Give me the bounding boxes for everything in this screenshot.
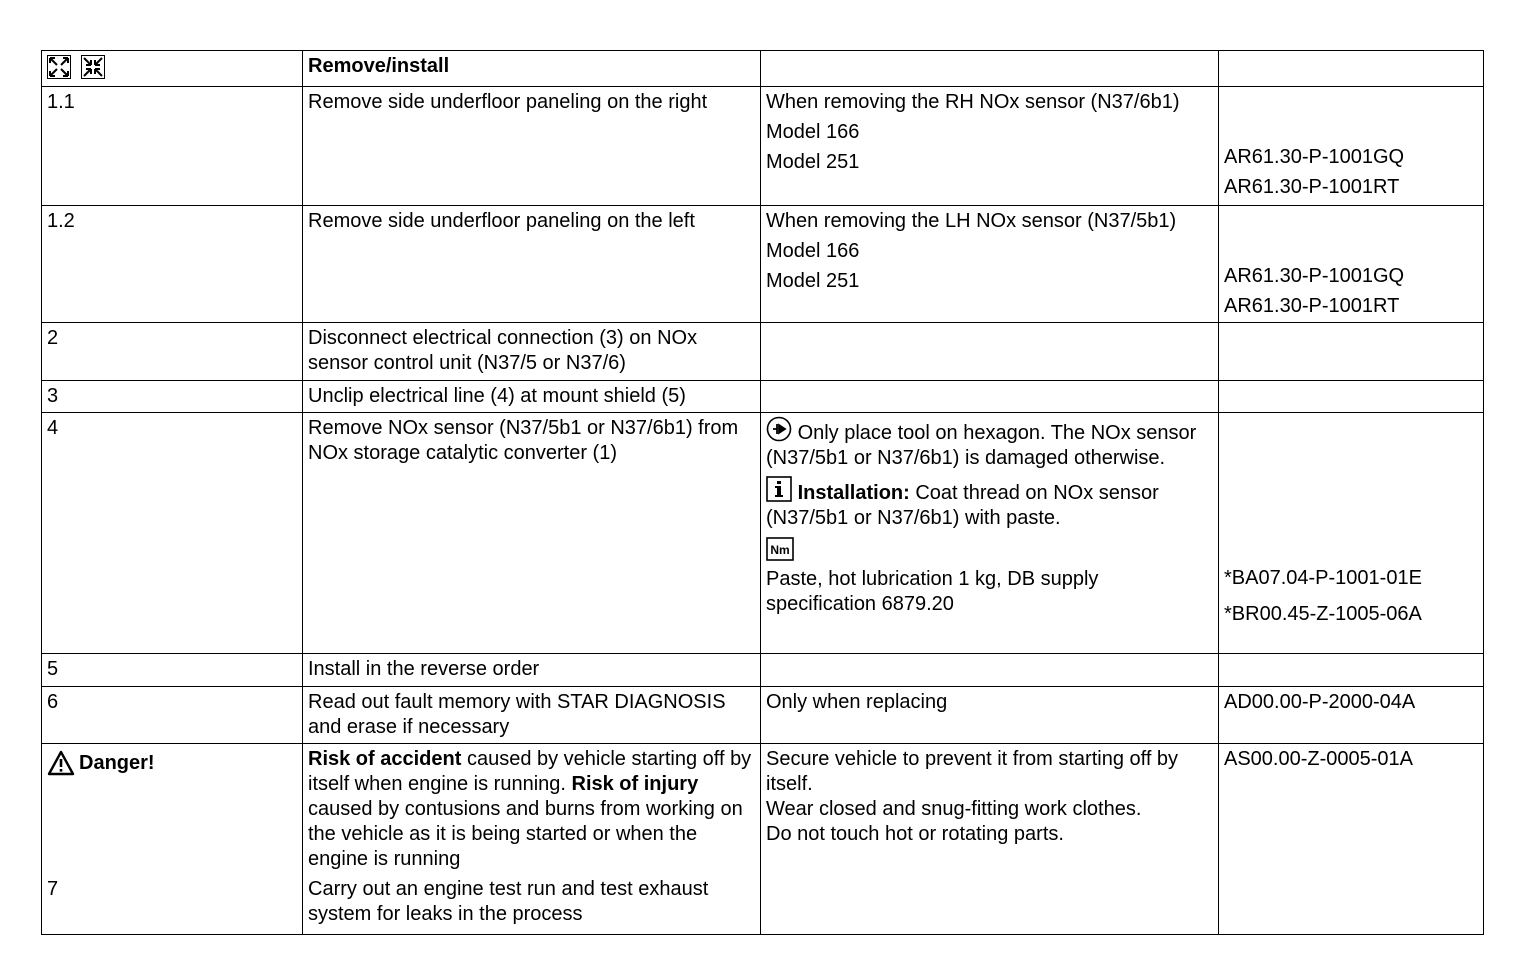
measure-line: Wear closed and snug-fitting work clothes. <box>766 798 1142 820</box>
step-refs <box>1219 654 1484 687</box>
caution-icon <box>766 416 792 442</box>
table-row <box>42 381 1484 413</box>
note-line: Model 251 <box>766 270 860 292</box>
step-action: Carry out an engine test run and test exhaust system for leaks in the process <box>308 878 709 925</box>
doc-ref: AR61.30-P-1001GQ <box>1224 265 1405 287</box>
step-notes <box>761 381 1219 413</box>
table-row <box>42 744 1484 935</box>
step-number: 5 <box>42 654 303 687</box>
step-notes <box>761 323 1219 381</box>
header-empty-cell <box>761 51 1219 87</box>
doc-ref: AR61.30-P-1001RT <box>1224 176 1400 198</box>
measure-line: Do not touch hot or rotating parts. <box>766 823 1064 845</box>
table-row <box>42 206 1484 323</box>
doc-ref: *BR00.45-Z-1005-06A <box>1224 603 1422 625</box>
step-notes <box>761 654 1219 687</box>
caution-note <box>766 416 1214 471</box>
step-number: 7 <box>47 878 59 900</box>
risk-injury-label: Risk of injury <box>571 773 699 795</box>
procedure-table <box>41 50 1484 935</box>
step-number: 1.2 <box>42 206 303 323</box>
danger-measures <box>761 744 1219 935</box>
risk-accident-label: Risk of accident <box>308 748 462 770</box>
danger-risk <box>303 744 761 935</box>
step-action: Remove side underfloor paneling on the right <box>303 87 761 206</box>
step-action: Unclip electrical line (4) at mount shield (5) <box>303 381 761 413</box>
step-refs <box>1219 87 1484 206</box>
torque-nm-label: Nm <box>770 543 790 557</box>
risk-accident-text: caused by vehicle starting off by itself when engine is running. <box>308 748 752 795</box>
doc-ref: *BA07.04-P-1001-01E <box>1224 567 1422 589</box>
step-action: Remove side underfloor paneling on the left <box>303 206 761 323</box>
step-action: Install in the reverse order <box>303 654 761 687</box>
torque-note <box>766 536 1214 562</box>
note-line: When removing the LH NOx sensor (N37/5b1) <box>766 210 1177 232</box>
risk-injury-text: caused by contusions and burns from working on the vehicle as it is being started or when the engine is running <box>308 798 743 870</box>
step-action: Remove NOx sensor (N37/5b1 or N37/6b1) from NOx storage catalytic converter (1) <box>303 413 761 654</box>
step-notes <box>761 206 1219 323</box>
step-number: 2 <box>42 323 303 381</box>
step-notes: Only when replacing <box>761 687 1219 744</box>
step-number: 4 <box>42 413 303 654</box>
info-icon <box>766 476 792 502</box>
warning-triangle-icon <box>47 750 75 776</box>
step-number: 3 <box>42 381 303 413</box>
note-line: Model 166 <box>766 240 860 262</box>
risk-text <box>308 747 756 872</box>
header-empty-cell <box>1219 51 1484 87</box>
installation-label: Installation: <box>797 482 910 504</box>
table-header-row <box>42 51 1484 87</box>
doc-ref: AR61.30-P-1001RT <box>1224 295 1400 317</box>
step-action: Read out fault memory with STAR DIAGNOSIS and erase if necessary <box>303 687 761 744</box>
header-title: Remove/install <box>303 51 761 87</box>
danger-label: Danger! <box>79 751 155 774</box>
step-notes <box>761 413 1219 654</box>
note-line: Model 166 <box>766 121 860 143</box>
installation-note <box>766 476 1214 531</box>
paste-note: Paste, hot lubrication 1 kg, DB supply specification 6879.20 <box>766 568 1099 615</box>
doc-ref: AR61.30-P-1001GQ <box>1224 146 1405 168</box>
header-icons-cell <box>42 51 303 87</box>
doc-ref: AD00.00-P-2000-04A <box>1219 687 1484 744</box>
torque-nm-icon <box>766 536 794 562</box>
remove-icon <box>47 55 71 79</box>
table-row <box>42 87 1484 206</box>
note-line: Model 251 <box>766 151 860 173</box>
install-icon <box>81 55 105 79</box>
note-line: When removing the RH NOx sensor (N37/6b1) <box>766 91 1180 113</box>
table-row <box>42 687 1484 744</box>
step-number: 1.1 <box>42 87 303 206</box>
installation-text: Coat thread on NOx sensor (N37/5b1 or N37/6b1) with paste. <box>766 482 1159 529</box>
measure-line: Secure vehicle to prevent it from starting off by itself. <box>766 748 1179 795</box>
step-refs <box>1219 323 1484 381</box>
doc-ref: AS00.00-Z-0005-01A <box>1219 744 1484 935</box>
step-action: Disconnect electrical connection (3) on NOx sensor control unit (N37/5 or N37/6) <box>303 323 761 381</box>
table-row <box>42 413 1484 654</box>
caution-text: Only place tool on hexagon. The NOx sensor (N37/5b1 or N37/6b1) is damaged otherwise. <box>766 422 1197 469</box>
step-number: 6 <box>42 687 303 744</box>
table-row <box>42 654 1484 687</box>
step-refs <box>1219 413 1484 654</box>
step-notes <box>761 87 1219 206</box>
danger-cell <box>42 744 303 935</box>
table-row <box>42 323 1484 381</box>
step-refs <box>1219 381 1484 413</box>
step-refs <box>1219 206 1484 323</box>
